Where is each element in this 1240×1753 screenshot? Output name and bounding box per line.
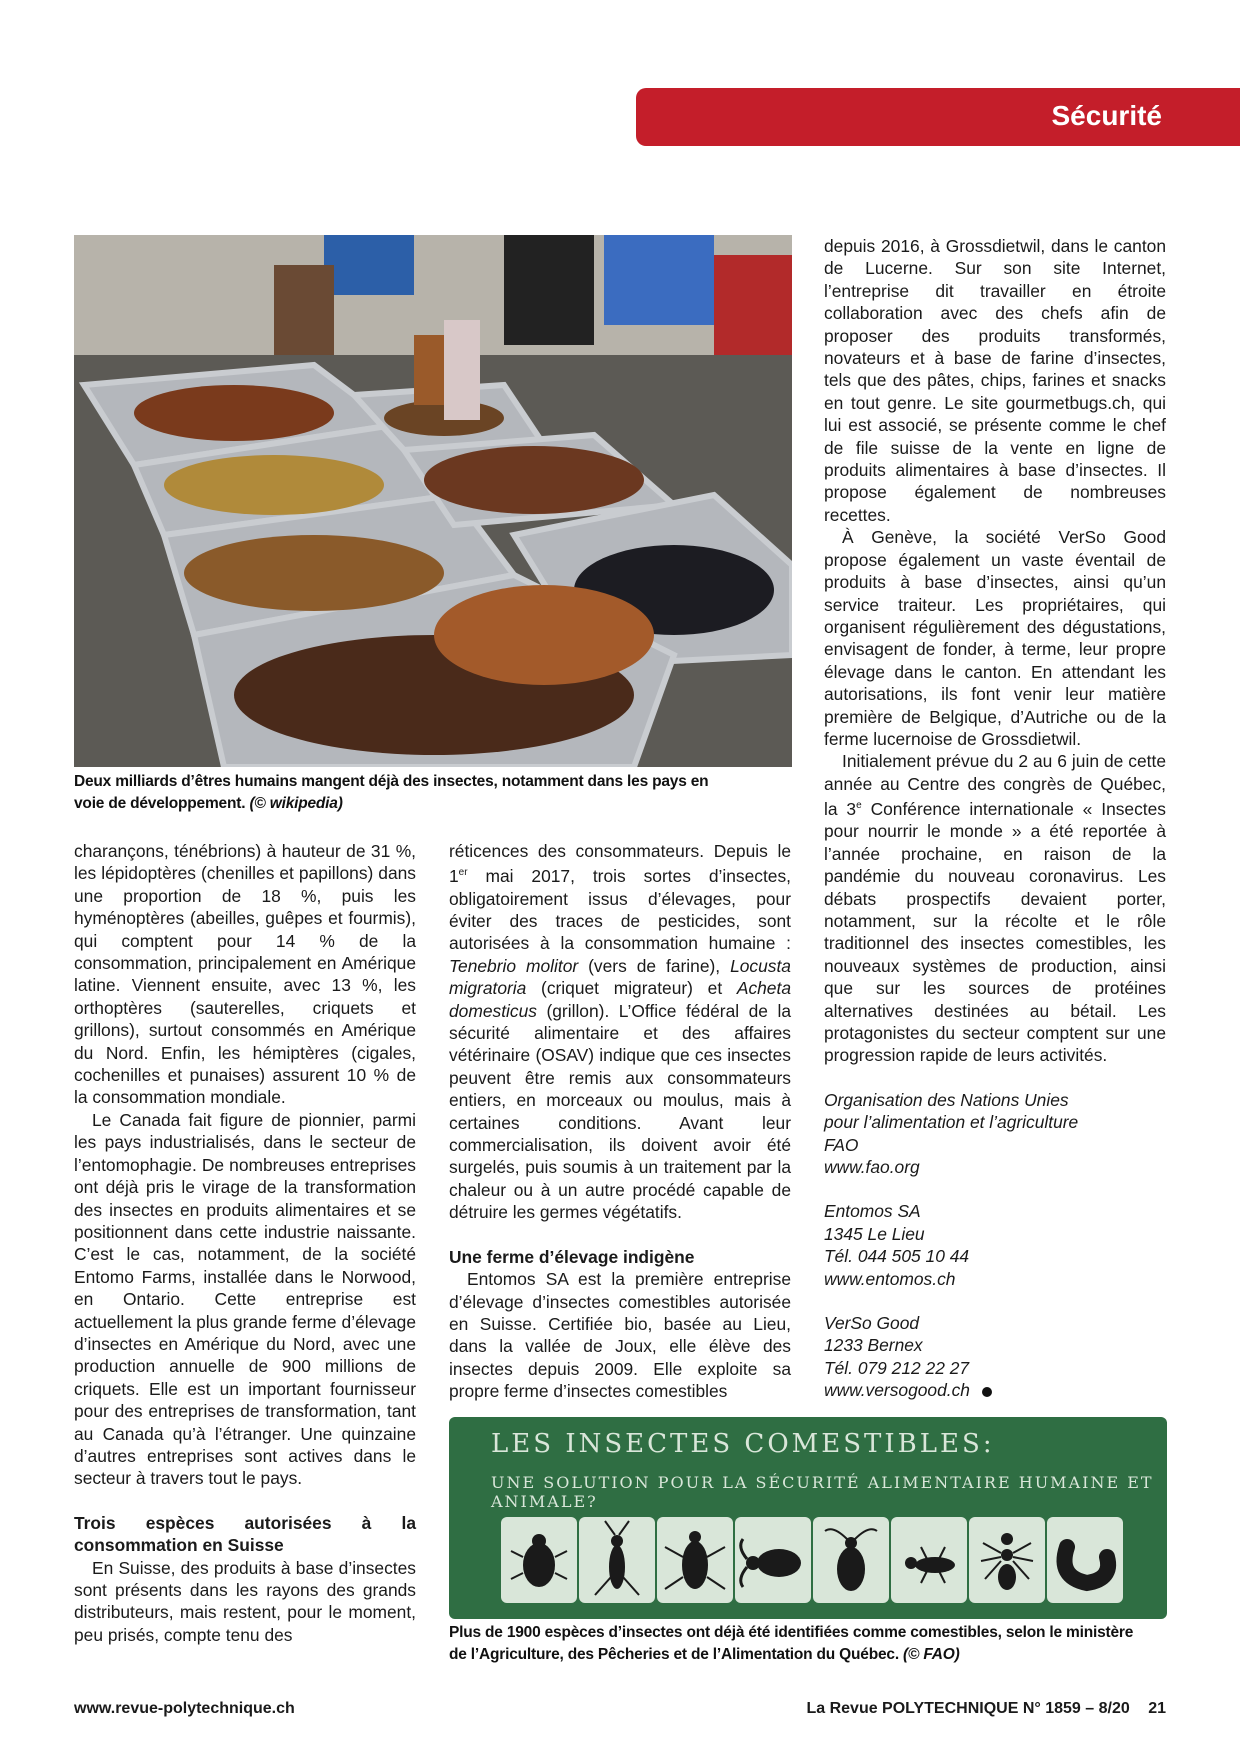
- larva-icon: [1047, 1517, 1123, 1603]
- photo-caption-credit: (© wikipedia): [249, 795, 343, 812]
- cricket-icon: [579, 1517, 655, 1603]
- section-tab-label: Sécurité: [1051, 100, 1162, 131]
- fao-link[interactable]: www.fao.org: [824, 1157, 920, 1178]
- banner-subtitle: UNE SOLUTION POUR LA SÉCURITÉ ALIMENTAIRE HUMAINE ET ANIMALE?: [491, 1473, 1154, 1511]
- photo-caption-text: Deux milliards d’êtres humains mangent déjà des insectes, notamment dans les pays en voie de développement.: [74, 773, 709, 812]
- entomos-link[interactable]: www.entomos.ch: [824, 1268, 956, 1289]
- col2-paragraph-2: Entomos SA est la première entreprise d’élevage d’insectes comestibles autorisée en Suisse. Certifiée bio, basée au Lieu, dans la vallée de Joux, elle élève des insectes depuis 2009. Elle exploite sa propre ferme d’insectes comestibles: [449, 1269, 791, 1402]
- section-tab: [636, 88, 1240, 146]
- col3-paragraph-3: Initialement prévue du 2 au 6 juin de cette année au Centre des congrès de Québec, la 3e Conférence internationale « Insectes pour nourrir le monde » a été reportée à l’année prochaine, en raison de la pandémie du nouveau coronavirus. Les débats prospectifs devaient porter, notamment, sur la récolte et le rôle traditionnel des insectes comestibles, les nouveaux systèmes de production, ainsi que sur les sources de protéines alternatives destinées au bétail. Les protagonistes du secteur comptent sur une progression rapide de leurs activités.: [824, 751, 1167, 1066]
- insect-market-illustration: [74, 235, 792, 767]
- page-number: 21: [1148, 1700, 1166, 1717]
- termite-icon: [891, 1517, 967, 1603]
- footer-website[interactable]: www.revue-polytechnique.ch: [74, 1700, 295, 1717]
- col2-heading: Une ferme d’élevage indigène: [449, 1246, 695, 1267]
- banner-caption: [449, 1622, 1149, 1666]
- footer-journal: [806, 1700, 1166, 1718]
- stag-beetle-icon: [735, 1517, 811, 1603]
- water-beetle-icon: [657, 1517, 733, 1603]
- col1-heading: Trois espèces autorisées à la consommation en Suisse: [74, 1512, 416, 1556]
- banner-caption-credit: (© FAO): [903, 1646, 960, 1663]
- contact-fao: Organisation des Nations Unies pour l’alimentation et l’agriculture FAO www.fao.org: [824, 1089, 1166, 1179]
- col3-paragraph-1: depuis 2016, à Grossdietwil, dans le canton de Lucerne. Sur son site Internet, l’entreprise dit travailler en étroite collaboration avec des chefs afin de proposer des produits transformés, novateurs et à base de farine d’insectes, tels que des pâtes, chips, farines et snacks en tout genre. Le site gourmetbugs.ch, qui lui est associé, se présente comme le chef de file suisse de la vente en ligne de produits alimentaires à base d’insectes. Il propose également de nombreuses recettes.: [824, 236, 1166, 525]
- footer-journal-title: La Revue POLYTECHNIQUE N° 1859 – 8/20: [806, 1700, 1130, 1717]
- insects-banner: [449, 1417, 1167, 1619]
- column-2: [449, 840, 791, 1403]
- end-bullet-icon: [982, 1387, 992, 1397]
- contact-entomos: Entomos SA 1345 Le Lieu Tél. 044 505 10 44 www.entomos.ch: [824, 1200, 1166, 1290]
- col1-paragraph-3: En Suisse, des produits à base d’insectes sont présents dans les rayons des grands distributeurs, mais restent, pour le moment, peu prisés, compte tenu des: [74, 1557, 416, 1645]
- col3-paragraph-2: À Genève, la société VerSo Good propose également un vaste éventail de produits à base d’insectes, ainsi qu’un service traiteur. Les propriétaires, qui organisent régulièrement des dégustations, envisagent de fonder, à terme, leur propre élevage dans le canton. En attendant les autorisations, ils font venir leur matière première de Belgique, d’Autriche ou de la ferme lucernoise de Grossdietwil.: [824, 527, 1166, 749]
- beetle-icon: [501, 1517, 577, 1603]
- col1-paragraph-1: charançons, ténébrions) à hauteur de 31 %, les lépidoptères (chenilles et papillons) dans une proportion de 18 %, puis les hyménoptères (abeilles, guêpes et fourmis), qui comptent pour 14 % de la consommation, principalement en Amérique latine. Viennent ensuite, avec 13 %, les orthoptères (sauterelles, criquets et grillons), surtout consommés en Amérique du Nord. Enfin, les hémiptères (cigales, cochenilles et punaises) assurent 10 % de la consommation mondiale.: [74, 841, 416, 1108]
- insect-market-photo: [74, 235, 792, 767]
- banner-title: LES INSECTES COMESTIBLES:: [491, 1429, 995, 1459]
- contact-versogood: VerSo Good 1233 Bernex Tél. 079 212 22 27 www.versogood.ch: [824, 1312, 1166, 1402]
- ant-icon: [969, 1517, 1045, 1603]
- longhorn-beetle-icon: [813, 1517, 889, 1603]
- versogood-link[interactable]: www.versogood.ch: [824, 1380, 970, 1401]
- column-3: [824, 235, 1166, 1402]
- col1-paragraph-2: Le Canada fait figure de pionnier, parmi les pays industrialisés, dans le secteur de l’entomophagie. De nombreuses entreprises ont déjà pris le virage de la transformation des insectes en produits alimentaires et se positionnent dans cette industrie naissante. C’est le cas, notamment, de la société Entomo Farms, installée dans le Norwood, en Ontario. Cette entreprise est actuellement la plus grande ferme d’élevage d’insectes en Amérique du Nord, avec une production annuelle de 900 millions de criquets. Elle est un important fournisseur pour des entreprises de transformation, tant au Canada qu’à l’étranger. Une quinzaine d’autres entreprises sont actives dans le secteur à travers tout le pays.: [74, 1109, 416, 1489]
- banner-caption-text: Plus de 1900 espèces d’insectes ont déjà été identifiées comme comestibles, selon le ministère de l’Agriculture, des Pêcheries et de l’Alimentation du Québec.: [449, 1624, 1134, 1663]
- col2-paragraph-1: réticences des consommateurs. Depuis le 1er mai 2017, trois sortes d’insectes, obligatoirement issus d’élevages, pour éviter des traces de pesticides, sont autorisées à la consommation humaine : Tenebrio molitor (vers de farine), Locusta migratoria (criquet migrateur) et Acheta domesticus (grillon). L’Office fédéral de la sécurité alimentaire et des affaires vétérinaire (OSAV) indique que ces insectes peuvent être remis aux consommateurs entiers, en morceaux ou moulus, mais à certaines conditions. Avant leur commercialisation, ils doivent avoir été surgelés, puis soumis à un traitement par la chaleur ou à un autre procédé capable de détruire les germes végétatifs.: [449, 841, 791, 1223]
- photo-caption: [74, 771, 714, 815]
- column-1: [74, 840, 416, 1646]
